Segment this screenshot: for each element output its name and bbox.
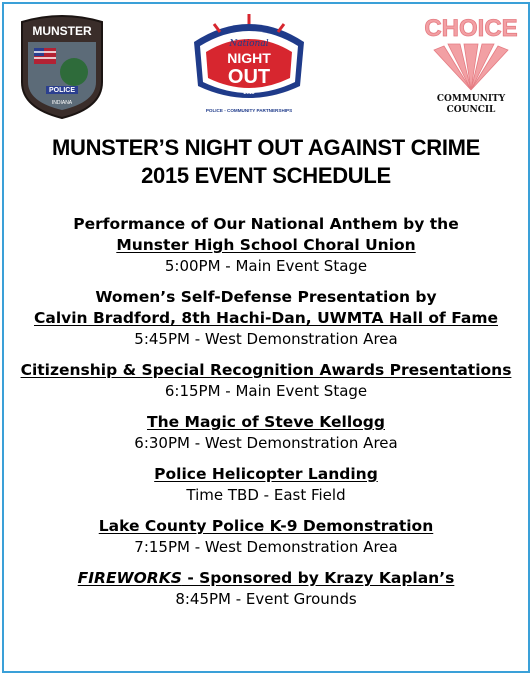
choice-emblem-icon bbox=[418, 10, 524, 94]
title-line1: MUNSTER’S NIGHT OUT AGAINST CRIME bbox=[51, 135, 481, 160]
event-awards bbox=[4, 360, 528, 402]
nno-out-text: OUT bbox=[227, 66, 271, 88]
choice-caption-line2: COUNCIL bbox=[446, 105, 496, 115]
event-time: 6:30PM - West Demonstration Area bbox=[134, 434, 398, 452]
event-k9 bbox=[4, 516, 528, 558]
event-schedule bbox=[4, 214, 528, 620]
event-time: 8:45PM - Event Grounds bbox=[175, 590, 357, 608]
event-heading: Citizenship & Special Recognition Awards Presentations bbox=[20, 361, 512, 379]
badge-top-text: MUNSTER bbox=[32, 24, 92, 38]
event-helicopter bbox=[4, 464, 528, 506]
nno-tagline-text: POLICE - COMMUNITY PARTNERSHIPS bbox=[205, 108, 293, 113]
event-self-defense bbox=[4, 287, 528, 350]
munster-police-badge-logo bbox=[16, 12, 108, 120]
event-fireworks bbox=[4, 568, 528, 610]
event-heading: Lake County Police K-9 Demonstration bbox=[98, 517, 434, 535]
nno-national-text: National bbox=[229, 39, 269, 49]
event-time: 6:15PM - Main Event Stage bbox=[164, 382, 368, 400]
event-time: 5:45PM - West Demonstration Area bbox=[134, 330, 398, 348]
logo-header bbox=[4, 4, 528, 124]
event-time: Time TBD - East Field bbox=[186, 486, 346, 504]
nno-night-text: NIGHT bbox=[227, 50, 271, 66]
badge-state-text: INDIANA bbox=[51, 100, 73, 106]
choice-caption bbox=[418, 94, 524, 116]
event-time: 5:00PM - Main Event Stage bbox=[164, 257, 368, 275]
event-magic bbox=[4, 412, 528, 454]
event-heading: Performance of Our National Anthem by the bbox=[73, 215, 459, 233]
choice-caption-line1: COMMUNITY bbox=[436, 94, 506, 104]
event-anthem bbox=[4, 214, 528, 277]
event-heading: Women’s Self-Defense Presentation by bbox=[95, 288, 437, 306]
title-line2: 2015 EVENT SCHEDULE bbox=[141, 163, 391, 188]
page-title bbox=[4, 134, 528, 190]
event-performer: Calvin Bradford, 8th Hachi-Dan, UWMTA Hall of Fame bbox=[33, 309, 498, 327]
event-heading bbox=[4, 568, 528, 589]
event-performer: Munster High School Choral Union bbox=[116, 236, 416, 254]
fireworks-label: FIREWORKS bbox=[77, 569, 182, 587]
event-heading: Police Helicopter Landing bbox=[154, 465, 378, 483]
choice-wordmark: CHOICE bbox=[424, 15, 518, 42]
nno-year-text: 2015 bbox=[243, 90, 255, 96]
event-flyer bbox=[2, 2, 530, 673]
national-night-out-logo bbox=[184, 12, 314, 116]
choice-community-council-logo bbox=[418, 10, 524, 118]
event-time: 7:15PM - West Demonstration Area bbox=[134, 538, 398, 556]
badge-police-text: POLICE bbox=[48, 87, 76, 94]
fireworks-sponsor: - Sponsored by Krazy Kaplan’s bbox=[181, 569, 455, 587]
event-heading: The Magic of Steve Kellogg bbox=[147, 413, 385, 431]
